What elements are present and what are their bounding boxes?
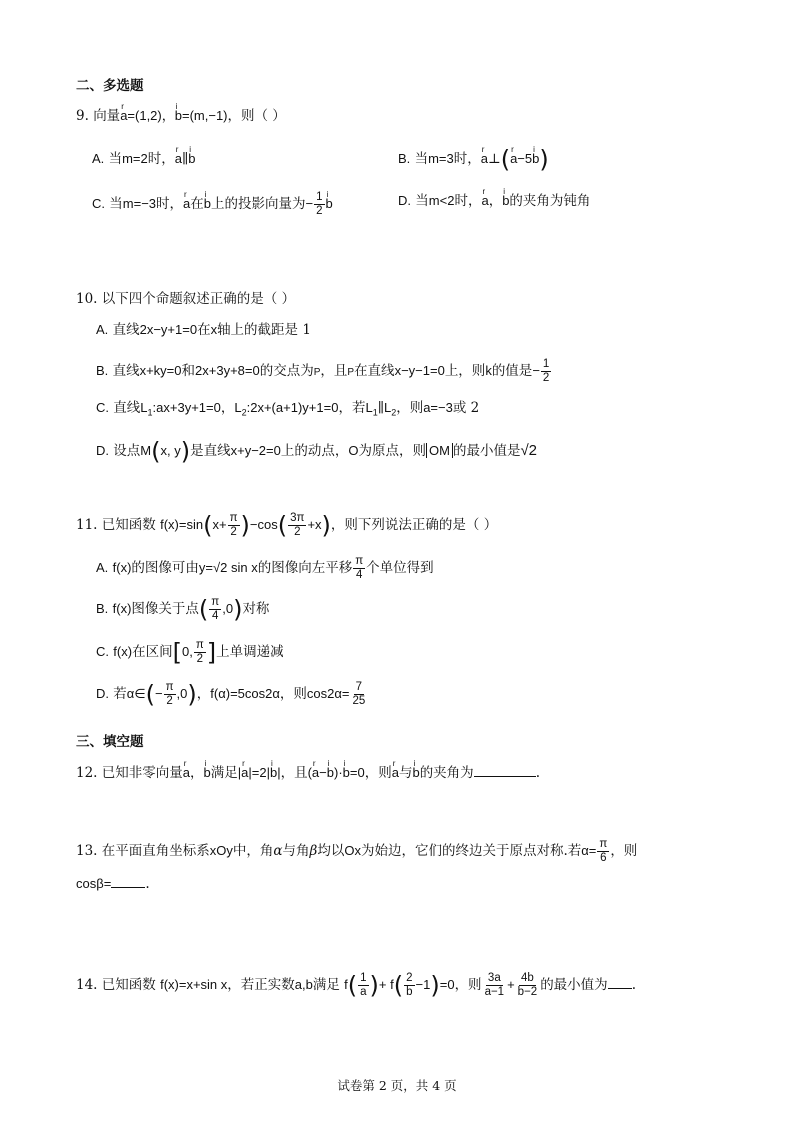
question-10-option-b — [96, 358, 552, 385]
subscript: 2 — [241, 407, 247, 418]
math: 0, — [181, 644, 193, 659]
vector-b: i b — [204, 194, 211, 214]
numerator: 1 — [542, 358, 550, 370]
text: . — [145, 876, 150, 892]
fraction — [350, 681, 367, 708]
text: 的最小值是 — [452, 443, 521, 459]
numerator: π — [195, 639, 204, 651]
fraction — [314, 191, 324, 218]
question-10-option-a — [96, 320, 311, 340]
math: L — [383, 400, 392, 415]
numerator: π — [165, 681, 174, 693]
math: L — [234, 400, 242, 415]
math: P — [313, 367, 321, 378]
math: M — [140, 443, 152, 458]
fraction — [353, 555, 365, 582]
text: 轴上的截距是 1 — [217, 322, 311, 338]
denominator: b−2 — [517, 986, 538, 998]
math: ( — [307, 765, 312, 780]
text: ，则 — [279, 686, 307, 702]
text: 当 — [108, 151, 123, 167]
text: . — [535, 765, 540, 781]
question-13-line-2 — [76, 874, 150, 894]
math: k — [485, 363, 492, 378]
question-12-stem — [76, 763, 540, 783]
text: 时， — [156, 196, 184, 212]
option-label: D. — [398, 193, 411, 208]
math: f — [210, 686, 214, 701]
numerator: 7 — [355, 681, 363, 693]
option-label: B. — [398, 151, 411, 166]
text: ，且 — [280, 765, 308, 781]
vector-b: i b — [327, 763, 334, 783]
text: ，则下列说法正确的是（ ） — [330, 517, 498, 533]
text: 时， — [453, 151, 481, 167]
math: f — [112, 601, 117, 616]
math: a,b — [294, 977, 313, 992]
text: ，则（ ） — [227, 108, 286, 124]
question-number: 14. — [76, 977, 98, 993]
text: ，若正实数 — [227, 977, 295, 993]
math: − — [155, 686, 163, 701]
math: m=2 — [122, 151, 148, 166]
option-label: A. — [96, 560, 109, 575]
math: −1 — [415, 977, 431, 992]
numerator: 3π — [290, 512, 305, 524]
text: ，则 — [364, 765, 392, 781]
fraction — [358, 972, 368, 999]
math: −5 — [517, 151, 533, 166]
text: 当 — [415, 193, 429, 209]
math: x+ky=0 — [139, 363, 182, 378]
math: =0 — [439, 977, 455, 992]
math: α∈ — [126, 686, 146, 701]
text: 满足 — [312, 977, 340, 993]
math: √2 — [520, 442, 538, 459]
text: 的图像向左平移 — [257, 560, 353, 576]
text: 均以 — [317, 843, 345, 859]
math: OM — [426, 443, 453, 458]
numerator: π — [229, 512, 238, 524]
fraction — [288, 512, 306, 539]
math: f — [113, 644, 117, 659]
math: − — [319, 765, 327, 780]
math: − — [305, 196, 314, 211]
math: m<2 — [428, 193, 455, 208]
math: + — [507, 977, 515, 992]
text: 上单调递减 — [216, 644, 284, 660]
text: 直线 — [112, 363, 140, 379]
question-9-option-a — [92, 149, 195, 169]
question-9-stem — [76, 106, 286, 126]
text: ，则 — [610, 843, 638, 859]
question-number: 13. — [76, 843, 98, 859]
vector-a: r a — [312, 763, 319, 783]
question-number: 12. — [76, 765, 98, 781]
math: =(m,−1) — [181, 108, 228, 123]
math: f(x)=x+sin x — [160, 977, 228, 992]
subscript: 1 — [372, 407, 378, 418]
text: 的夹角为 — [419, 765, 474, 781]
text: 已知函数 — [101, 977, 156, 993]
text: 上，则 — [444, 363, 486, 379]
numerator: π — [599, 838, 608, 850]
text: 已知非零向量 — [101, 765, 183, 781]
option-label: B. — [96, 363, 109, 378]
text: 在直线 — [354, 363, 395, 379]
denominator: 2 — [230, 526, 237, 538]
math: L — [365, 400, 373, 415]
math: x — [168, 517, 175, 532]
math: x−y−1=0 — [394, 363, 445, 378]
vector-a: r a — [241, 763, 248, 783]
denominator: 2 — [166, 695, 173, 707]
page-footer: 试卷第 2 页，共 4 页 — [337, 1078, 457, 1093]
text: 对称 — [242, 601, 270, 617]
text: 或 2 — [452, 400, 480, 416]
section-title-fill-in: 三、填空题 — [76, 734, 144, 750]
denominator: 2 — [196, 653, 203, 665]
text: 的值是 — [491, 363, 533, 379]
vector-b: i b — [188, 149, 195, 169]
question-13-stem — [76, 838, 637, 865]
text: 中，角 — [232, 843, 274, 859]
option-label: D. — [96, 443, 109, 458]
text: 的交点为 — [259, 363, 314, 379]
math: ⊥ — [487, 151, 501, 167]
question-10-option-d: D. 设点M(x, y)是直线x+y−2=0上的动点，O为原点，则 OM 的最小值是√2 — [96, 437, 538, 466]
numerator: 4b — [521, 972, 534, 984]
vector-b: i b — [326, 194, 333, 214]
text: 上的动点， — [280, 443, 349, 459]
text: 与角 — [282, 843, 310, 859]
fraction — [194, 639, 206, 666]
math: −cos — [249, 517, 278, 532]
option-label: C. — [96, 400, 109, 415]
option-label: A. — [96, 322, 109, 337]
vector-a: r a — [183, 194, 190, 214]
math: | — [277, 765, 281, 780]
math: x — [120, 560, 128, 575]
vector-b: i b — [532, 149, 539, 169]
fraction — [516, 972, 540, 999]
text: 为始边，它们的终边关于原点对称.若 — [360, 843, 582, 859]
text: ， — [488, 193, 503, 209]
vector-a: r a — [120, 106, 127, 126]
question-9-option-c — [92, 191, 333, 218]
math: L — [140, 400, 148, 415]
answer-blank[interactable] — [608, 988, 632, 989]
question-11-option-c: C. f(x)在区间[0, $\frac{\pi}{2}$ ]上单调递减 — [96, 638, 284, 667]
text: 满足 — [210, 765, 238, 781]
vector-b: i b — [412, 763, 419, 783]
fraction — [597, 838, 609, 865]
denominator: 6 — [600, 852, 607, 864]
text: 设点 — [113, 443, 141, 459]
question-9-option-d — [398, 191, 590, 211]
section-title-multiple-choice: 二、多选题 — [76, 78, 144, 94]
math: α — [273, 843, 283, 859]
question-number: 10. — [76, 291, 98, 307]
option-label: D. — [96, 686, 109, 701]
math: O — [348, 443, 359, 458]
math: Ox — [344, 843, 361, 858]
denominator: 2 — [316, 205, 323, 217]
question-14-stem: 14. 已知函数 f(x)=x+sin x，若正实数a,b满足 f( $\frac{1}{a}$ )+ f( $\frac{2}{b}$ −1)=0，则 $\frac{3a}{a-1}$ + $\frac{4b}{b-2}$ 的最小值为 . — [76, 971, 636, 1000]
text: 当 — [109, 196, 123, 212]
denominator: 2 — [294, 526, 301, 538]
denominator: 25 — [352, 695, 366, 707]
vector-a: r a — [392, 763, 399, 783]
text: 个单位得到 — [366, 560, 434, 576]
math: a=−3 — [423, 400, 453, 415]
option-label: C. — [96, 644, 109, 659]
math: cos2α= — [306, 686, 350, 701]
vector-a: r a — [481, 191, 488, 211]
text: 是直线 — [190, 443, 231, 459]
text: ， — [220, 400, 235, 416]
option-label: B. — [96, 601, 109, 616]
math: x+ — [212, 517, 227, 532]
fraction — [483, 972, 507, 999]
question-11-option-b: B. f(x)图像关于点( $\frac{\pi}{4}$ ,0)对称 — [96, 595, 270, 624]
math: f — [344, 977, 348, 992]
math: ∥ — [181, 151, 189, 167]
text: 向量 — [93, 108, 121, 124]
math: y+1=0 — [302, 400, 339, 415]
numerator: 1 — [360, 972, 367, 984]
vector-a: r a — [175, 149, 182, 169]
math: =5cos2α — [230, 686, 280, 701]
math: :2x+ — [246, 400, 272, 415]
text: 当 — [414, 151, 429, 167]
text: 与 — [398, 765, 413, 781]
fraction — [209, 596, 221, 623]
math: β — [309, 843, 318, 859]
math: x, y — [160, 443, 181, 458]
question-11-option-a: A. f(x)的图像可由y=√2 sin x的图像向左平移 $\frac{\pi}{4}$ 个单位得到 — [96, 555, 434, 581]
denominator: a−1 — [484, 986, 505, 998]
math: ,0 — [176, 686, 188, 701]
math: P — [347, 367, 355, 378]
math: +x — [307, 517, 322, 532]
math: f — [112, 560, 117, 575]
math: ∥ — [377, 400, 384, 416]
math: cosβ= — [76, 876, 112, 891]
question-11-stem: 11. 已知函数 f(x)=sin(x+ $\frac{\pi}{2}$ )−cos( $\frac{3\pi}{2}$ +x)，则下列说法正确的是（ ） — [76, 511, 498, 540]
text: 的最小值为 — [540, 977, 608, 993]
math: + f — [378, 977, 394, 992]
math: ,0 — [222, 601, 234, 616]
math: )· — [333, 765, 343, 780]
math: f — [160, 517, 164, 532]
fraction — [541, 358, 551, 385]
text: . — [631, 977, 636, 993]
fraction — [404, 972, 414, 999]
numerator: 3a — [487, 972, 501, 984]
math: 2x−y+1=0 — [139, 322, 198, 337]
denominator: 2 — [542, 372, 550, 384]
math: m=−3 — [122, 196, 157, 211]
vector-b: i b — [343, 763, 350, 783]
question-number: 11. — [76, 517, 98, 533]
text: 的夹角为钝角 — [509, 193, 591, 209]
numerator: 2 — [406, 972, 413, 984]
text: 在平面直角坐标系 — [101, 843, 210, 859]
numerator: π — [355, 555, 364, 567]
numerator: 1 — [316, 191, 323, 203]
denominator: b — [406, 986, 413, 998]
answer-blank[interactable] — [474, 776, 536, 777]
text: 和 — [181, 363, 196, 379]
math: a+1 — [275, 400, 298, 415]
text: 直线 — [112, 322, 140, 338]
vector-a: r a — [481, 149, 488, 169]
text: 在区间 — [132, 644, 173, 660]
option-label: C. — [92, 196, 105, 211]
math: x — [120, 601, 128, 616]
denominator: 4 — [212, 610, 219, 622]
vector-a: r a — [183, 763, 190, 783]
text: 以下四个命题叙述正确的是（ ） — [101, 291, 296, 307]
numerator: π — [211, 596, 220, 608]
vector-b: i b — [270, 763, 277, 783]
vector-a: r a — [510, 149, 517, 169]
text: 时， — [147, 151, 175, 167]
text: ， — [190, 765, 204, 781]
math: |=2| — [248, 765, 270, 780]
math: x — [121, 644, 128, 659]
math: m=3 — [428, 151, 454, 166]
text: ，若 — [338, 400, 366, 416]
denominator: 4 — [355, 569, 363, 581]
text: ，则 — [396, 400, 424, 416]
vector-b: i b — [175, 106, 182, 126]
fraction — [164, 681, 176, 708]
text: 上的投影向量为 — [211, 196, 306, 212]
answer-blank[interactable] — [111, 887, 145, 888]
math: − — [532, 363, 540, 378]
text: 为原点，则 — [358, 443, 426, 459]
question-11-option-d: D. 若α∈(− $\frac{\pi}{2}$ ,0)，f(α)=5cos2α，则cos2α= $\frac{7}{25}$ — [96, 680, 366, 709]
math: y=√2 sin x — [198, 560, 258, 575]
fraction — [228, 512, 240, 539]
text: 若 — [113, 686, 127, 702]
text: 在 — [190, 196, 204, 212]
text: ，则 — [454, 977, 482, 993]
text: ，且 — [320, 363, 348, 379]
math: =sin — [178, 517, 204, 532]
math: 2x+3y+8=0 — [195, 363, 260, 378]
option-label: A. — [92, 151, 105, 166]
denominator: a — [360, 986, 367, 998]
math: α= — [581, 843, 597, 858]
question-10-option-c: C. 直线$L_1:ax+3y+1=0$，$L_2:2x+(a+1)y+1=0$，若$L_1\parallel L_2$，则a=−3或 2 — [96, 400, 480, 418]
text: 的图像可由 — [131, 560, 199, 576]
text: 时， — [454, 193, 482, 209]
math: =(1,2)， — [127, 108, 175, 123]
vector-b: i b — [204, 763, 211, 783]
math: =0 — [349, 765, 365, 780]
math: x — [210, 322, 218, 337]
text: 已知函数 — [101, 517, 156, 533]
question-10-stem — [76, 289, 295, 309]
subscript: 2 — [391, 407, 397, 418]
math: | — [237, 765, 242, 780]
question-9-option-b: B. 当m=3时，r a⊥(r a−5i b) — [398, 149, 549, 170]
text: 直线 — [113, 400, 141, 416]
math: α — [218, 686, 226, 701]
text: 图像关于点 — [131, 601, 199, 617]
question-number: 9. — [76, 108, 89, 124]
subscript: 1 — [147, 407, 153, 418]
math: xOy — [209, 843, 233, 858]
math: :ax+3y+1=0 — [152, 400, 221, 415]
text: ， — [196, 686, 211, 702]
math: x+y−2=0 — [230, 443, 281, 458]
vector-b: i b — [502, 191, 509, 211]
text: 在 — [197, 322, 211, 338]
